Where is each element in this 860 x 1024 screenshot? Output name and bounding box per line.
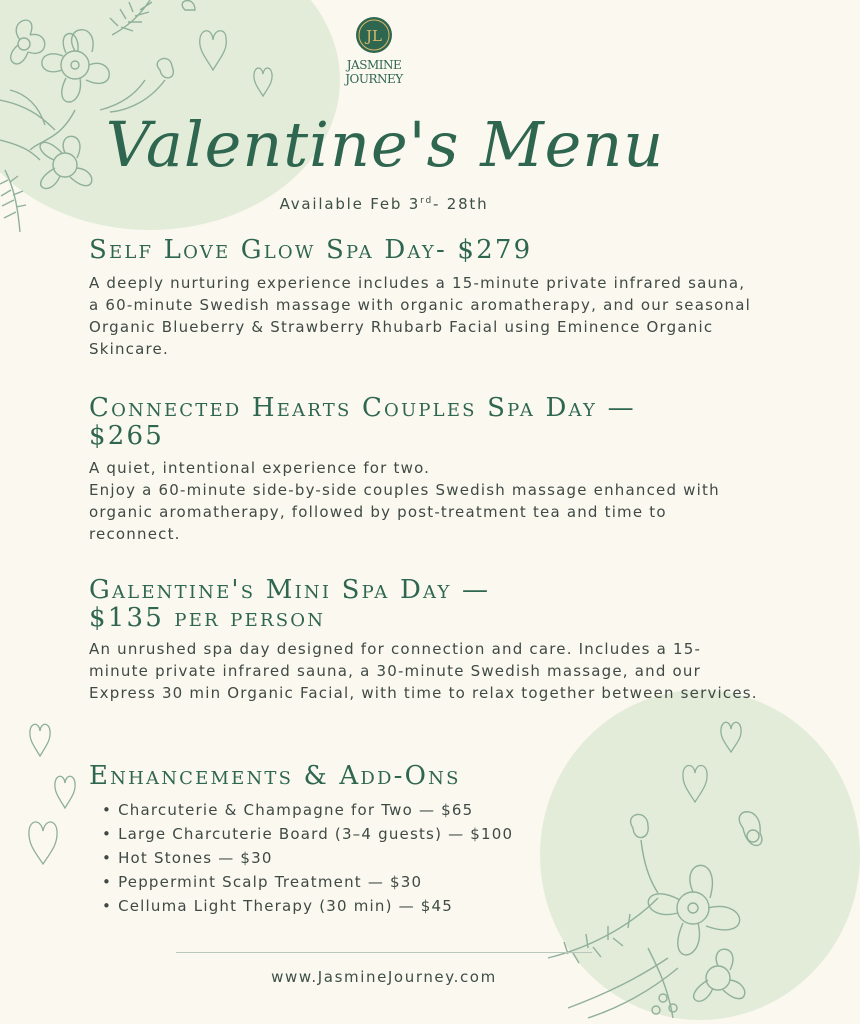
list-item: • Peppermint Scalp Treatment — $30: [102, 870, 513, 894]
flower-icon: [652, 994, 677, 1014]
list-item: • Large Charcuterie Board (3–4 guests) — $100: [102, 822, 513, 846]
section-body-self-love: [89, 272, 759, 360]
availability-prefix: Available Feb 3: [279, 195, 421, 213]
flower-icon: [40, 136, 92, 188]
section-heading-connected-hearts: [89, 394, 636, 450]
heart-icon: [196, 26, 230, 72]
section-paragraph: An unrushed spa day designed for connection and care. Includes a 15-minute private infrared sauna, a 30-minute Swedish massage, and our Express 30 min Organic Facial, with time to relax together between services.: [89, 640, 758, 702]
heading-line: $265: [89, 421, 164, 451]
availability-suffix: - 28th: [432, 195, 489, 213]
flower-icon: [42, 30, 109, 102]
section-body-galentines: [89, 638, 759, 704]
addons-list: [102, 798, 513, 918]
heading-line: Galentine's Mini Spa Day —: [89, 575, 491, 605]
bud-icon: [631, 814, 658, 893]
section-heading-self-love: Self Love Glow Spa Day- $279: [89, 235, 533, 265]
section-paragraph: A deeply nurturing experience includes a 15-minute private infrared sauna, a 60-minute Swedish massage with organic aromatherapy, and our seasonal Organic Blueberry & Strawberry Rhubarb Facial using Eminence Organic Skincare.: [89, 274, 751, 358]
logo-emblem-icon: [355, 16, 393, 54]
brand-name-line1: JASMINE: [346, 58, 402, 72]
heading-line: Connected Hearts Couples Spa Day —: [89, 393, 636, 423]
heart-icon: [28, 720, 52, 758]
footer-divider: [176, 952, 592, 953]
bud-icon: [110, 1, 195, 112]
heart-icon: [252, 64, 274, 98]
section-body-connected-hearts: [89, 457, 759, 545]
flower-icon: [11, 20, 45, 64]
brand-name-line2: JOURNEY: [345, 72, 403, 86]
brand-logo: [320, 16, 428, 86]
availability-dates: [0, 195, 768, 213]
flower-icon: [648, 865, 739, 955]
section-heading-addons: Enhancements & Add-Ons: [89, 761, 461, 791]
section-paragraph: Enjoy a 60-minute side-by-side couples Swedish massage enhanced with organic aromatherapy, followed by post-treatment tea and time to reconnect.: [89, 481, 720, 543]
heart-icon: [680, 760, 710, 804]
flower-icon: [739, 812, 762, 846]
availability-sup: rd: [420, 196, 433, 206]
list-item: • Celluma Light Therapy (30 min) — $45: [102, 894, 513, 918]
section-heading-galentines: [89, 576, 490, 632]
list-item: • Hot Stones — $30: [102, 846, 513, 870]
logo-initials: JL: [366, 27, 382, 45]
website-link[interactable]: www.JasmineJourney.com: [271, 968, 497, 986]
fern-icon: [548, 898, 658, 963]
page-title: [105, 102, 665, 192]
heart-icon: [52, 772, 78, 810]
section-paragraph: A quiet, intentional experience for two.: [89, 459, 431, 477]
list-item: • Charcuterie & Champagne for Two — $65: [102, 798, 513, 822]
heart-icon: [718, 718, 744, 754]
heart-icon: [26, 816, 60, 866]
page-title-text: Valentine's Menu: [105, 108, 665, 181]
floral-bottom-right-illustration: [548, 808, 768, 1024]
heading-line: $135 per person: [89, 603, 326, 633]
